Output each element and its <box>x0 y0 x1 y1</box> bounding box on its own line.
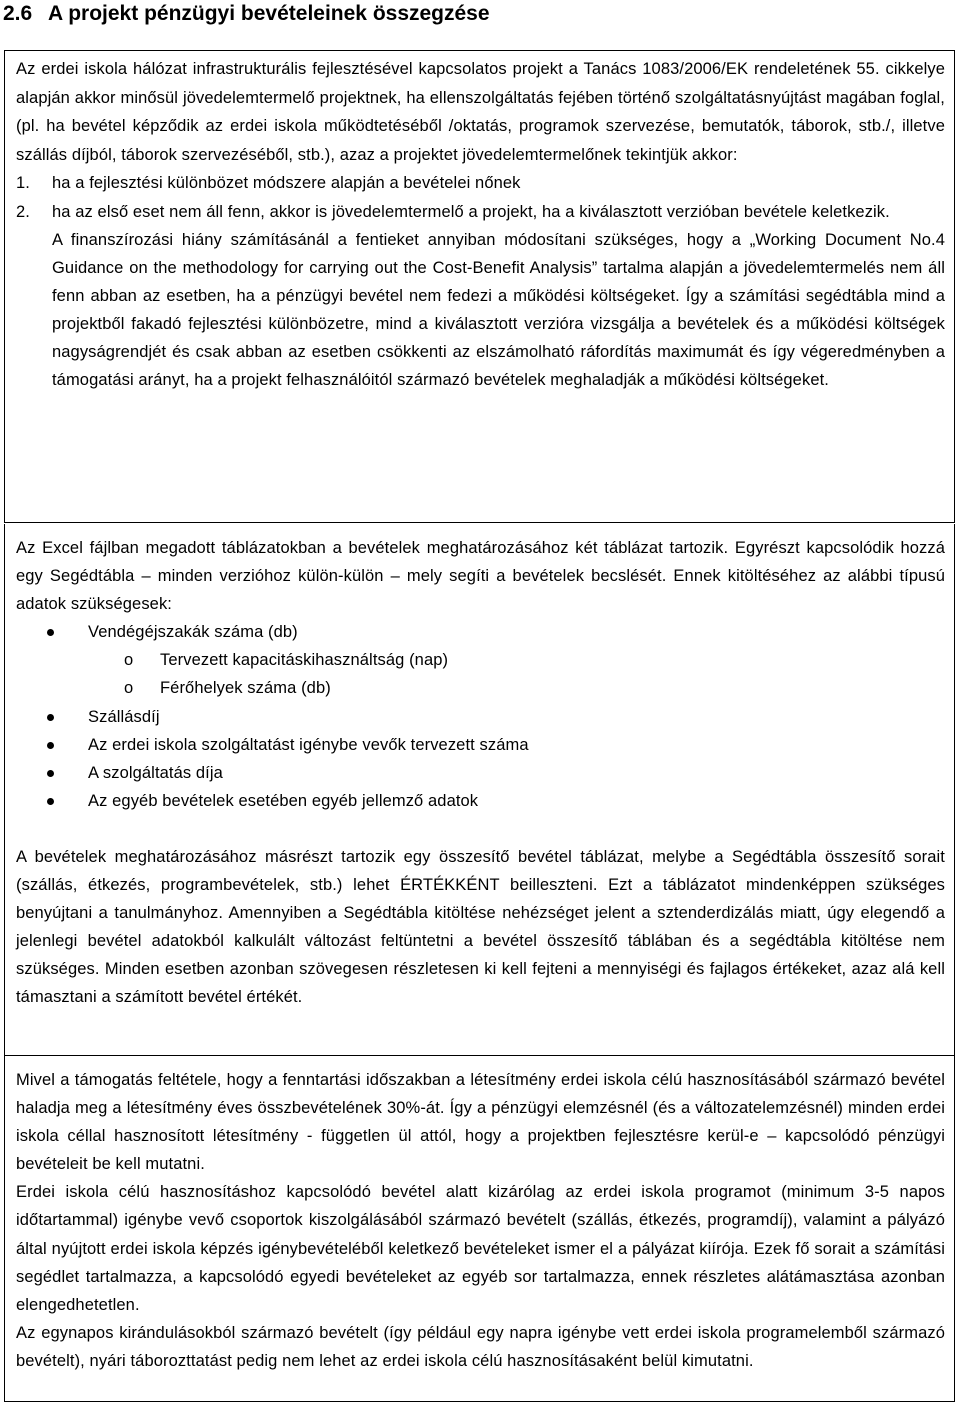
bullet-item <box>16 787 945 815</box>
item-number: 1. <box>16 174 30 192</box>
summary-table-paragraph: A bevételek meghatározásához másrészt tartozik egy összesítő bevétel táblázat, melybe a Segédtábla összesítő sorait (szállás, étkezés, programbevételek, stb.) lehet ÉRTÉKKÉNT beilleszteni. Ezt a táblázatot mindenképpen szükséges benyújtani a tanulmányhoz. Amennyiben a Segédtábla kitöltése nehézséget jelent a sztenderdizálás miatt, úgy elegendő a jelenlegi bevétel adatokból kalkulált változást feltüntetni a bevétel összesítő táblában és a segédtábla kitöltése nem szükséges. Minden esetben azonban szövegesen részletesen ki kell fejteni a mennyiségi és fajlagos értékeket, azaz alá kell támasztani a számított bevétel értékét. <box>16 847 945 1007</box>
financing-gap-paragraph: A finanszírozási hiány számításánál a fentieket annyiban módosítani szükséges, hogy a „Working Document No.4 Guidance on the methodology for carrying out the Cost-Benefit Analysis” tartalma alapján a jövedelemtermelés nem áll fenn abban az esetben, ha a pénzügyi bevétel nem fedezi a működési költségeket. Így a számítási segédtábla mind a projektből fakadó fejlesztési különbözetre, mind a kiválasztott verzióra vizsgálja a bevételek és a működési költségek nagyságrendjét és csak abban az esetben csökkenti az elszámolható ráfordítás maximumát és így végeredményben a támogatási arányt, ha a projekt felhasználóitól származó bevételek meghaladják a működési költségeket. <box>52 231 945 390</box>
item-text: ha az első eset nem áll fenn, akkor is jövedelemtermelő a projekt, ha a kiválasztott verzióban bevétele keletkezik. <box>52 202 890 221</box>
bullet-icon <box>47 770 54 777</box>
bullet-icon <box>47 742 54 749</box>
sub-item-text: Tervezett kapacitáskihasználtság (nap) <box>160 651 449 670</box>
sub-bullet-icon: o <box>124 651 134 670</box>
box-forest-school-use <box>4 1056 955 1402</box>
bullet-item <box>16 703 945 731</box>
bullet-text: Az erdei iskola szolgáltatást igénybe vevők tervezett száma <box>88 735 529 754</box>
box-excel-tables <box>4 524 955 1056</box>
item-number: 2. <box>16 202 30 221</box>
numbered-item-2 <box>16 198 945 227</box>
section-title: A projekt pénzügyi bevételeinek összegzése <box>48 2 490 25</box>
sub-item-text: Férőhelyek száma (db) <box>160 679 331 698</box>
sub-item <box>16 646 945 674</box>
eligible-revenue-paragraph: Erdei iskola célú hasznosításhoz kapcsolódó bevétel alatt kizárólag az erdei iskola programot (minimum 3-5 napos időtartammal) igénybe vevő csoportok kiszolgálásából származó bevételt (szállás, étkezés, programdíj), valamint a pályázó által nyújtott erdei iskola képzés igénybevételéből keletkező bevételeket ismer el a pályázat kiírója. Ezek fő sorait a számítási segédlet tartalmazza, a kapcsolódó egyedi bevételeket az egyéb sor tartalmazza, ennek részletes alátámasztása azonban elengedhetetlen. <box>16 1183 945 1314</box>
spacer <box>16 815 945 843</box>
bullet-text: Vendégéjszakák száma (db) <box>88 623 298 642</box>
bullet-icon <box>47 798 54 805</box>
bullet-item <box>16 731 945 759</box>
excel-intro-paragraph: Az Excel fájlban megadott táblázatokban a bevételek meghatározásához két táblázat tartozik. Egyrészt kapcsolódik hozzá egy Segédtábla – minden verzióhoz külön-külön – mely segíti a bevételek becslését. Ennek kitöltéséhez az alábbi típusú adatok szükségesek: <box>16 539 945 614</box>
bullet-item <box>16 759 945 787</box>
bullet-text: Az egyéb bevételek esetében egyéb jellemző adatok <box>88 791 479 810</box>
bullet-text: A szolgáltatás díja <box>88 763 223 782</box>
intro-paragraph: Az erdei iskola hálózat infrastrukturális fejlesztésével kapcsolatos projekt a Tanács 1083/2006/EK rendeletének 55. cikkelye alapján akkor minősül jövedelemtermelő projektnek, ha ellenszolgáltatás fejében történő szolgáltatásnyújtást magában foglal, (pl. ha bevétel képződik az erdei iskola működtetéséből /oktatás, programok szervezése, bemutatók, táborok, stb./, illetve szállás díjból, táborok szervezéséből, stb.), azaz a projektet jövedelemtermelőnek tekintjük akkor: <box>16 60 945 164</box>
numbered-item-1 <box>16 169 945 198</box>
bullet-item <box>16 618 945 646</box>
item-text: ha a fejlesztési különbözet módszere alapján a bevételei nőnek <box>52 174 521 192</box>
excluded-revenue-paragraph: Az egynapos kirándulásokból származó bevételt (így például egy napra igénybe vett erdei iskola programelemből származó bevételt), nyári táborozttatást pedig nem lehet az erdei iskola célú hasznosításaként belül kimutatni. <box>16 1323 945 1370</box>
section-number: 2.6 <box>3 2 33 25</box>
sub-bullet-icon: o <box>124 679 134 698</box>
bullet-icon <box>47 714 54 721</box>
bullet-text: Szállásdíj <box>88 707 160 726</box>
sub-item <box>16 674 945 702</box>
section-heading <box>3 0 490 28</box>
support-condition-paragraph: Mivel a támogatás feltétele, hogy a fenntartási időszakban a létesítmény erdei iskola célú hasznosításából származó bevétel haladja meg a létesítmény éves összbevételének 30%-át. Így a pénzügyi elemzésnél (és a változatelemzésnél) minden erdei iskola céllal hasznosított létesítmény - független ül attól, hogy a projektben fejlesztésre kerül-e – kapcsolódó pénzügyi bevételeit be kell mutatni. <box>16 1071 945 1174</box>
box-revenue-definition <box>4 50 955 523</box>
bullet-icon <box>47 629 54 636</box>
